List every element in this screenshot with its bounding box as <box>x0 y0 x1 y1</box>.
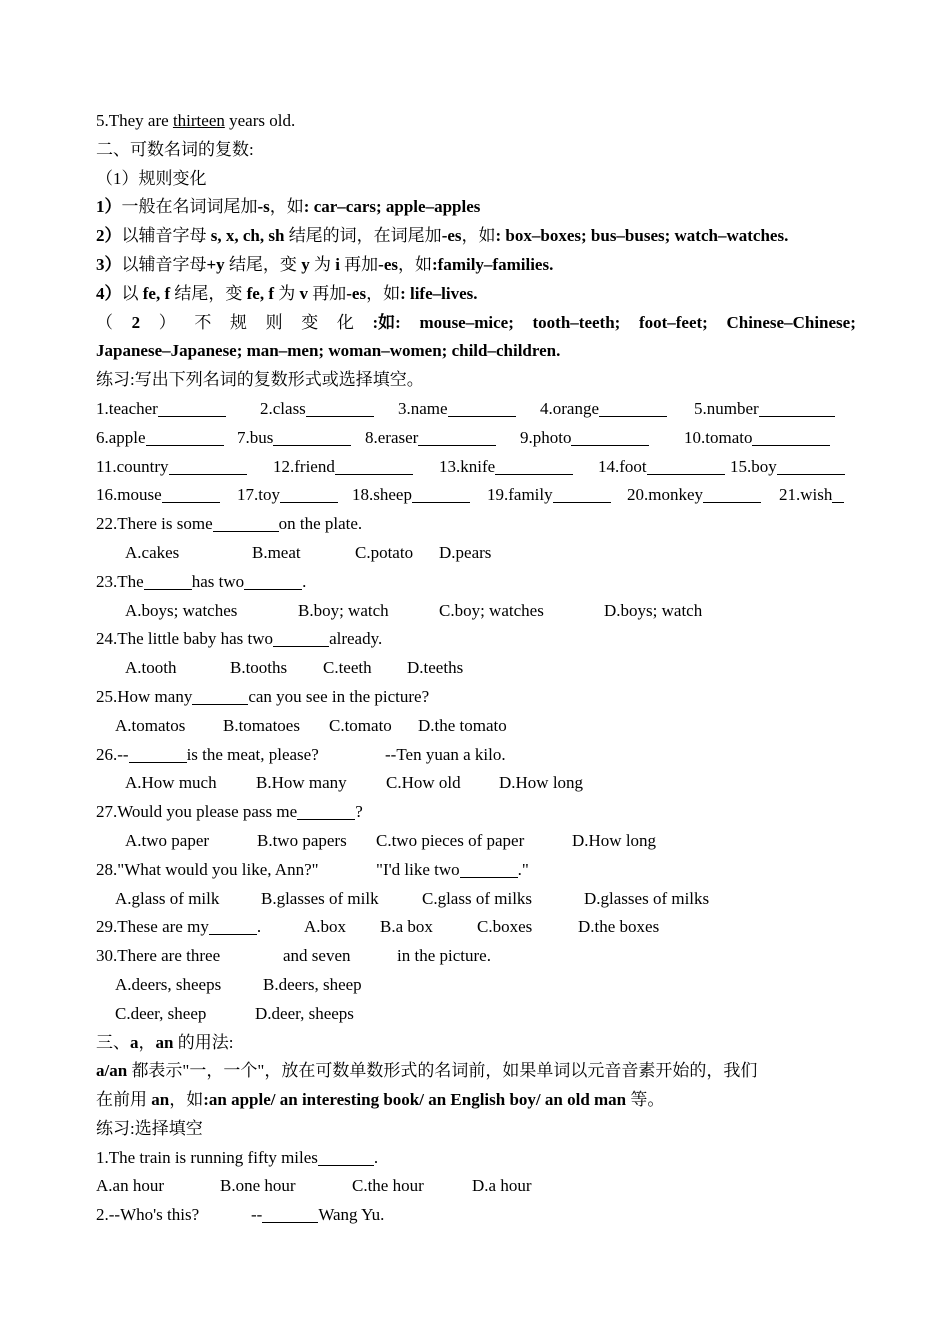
question-text: ? <box>355 802 363 822</box>
rule-text: 结尾，变 <box>170 283 247 303</box>
rule-bold: i <box>335 254 340 274</box>
rule-bold: -es <box>441 226 462 246</box>
option-d[interactable]: D.How long <box>499 773 584 793</box>
noun-item <box>96 481 220 510</box>
question-text: . <box>302 571 307 591</box>
noun-label: 5.number <box>694 398 759 418</box>
noun-label: 13.knife <box>439 456 496 476</box>
option-b[interactable]: B.tooths <box>230 658 288 678</box>
question-24 <box>96 625 856 654</box>
answer-blank[interactable] <box>571 428 649 446</box>
noun-label: 1.teacher <box>96 398 158 418</box>
answer-blank[interactable] <box>703 485 761 503</box>
noun-item <box>96 453 247 482</box>
noun-row-4 <box>96 481 856 510</box>
answer-blank[interactable] <box>460 860 518 878</box>
noun-label: 15.boy <box>730 456 777 476</box>
irregular-example: mouse–mice; <box>419 312 514 332</box>
rule-text: ，如 <box>366 283 401 303</box>
rule-bold: s, x, ch, sh <box>210 226 285 246</box>
option-b[interactable]: B.tomatoes <box>223 715 300 735</box>
rule-text: 为 <box>309 254 336 274</box>
rule-text: 再加 <box>339 254 379 274</box>
irregular-token: 规 <box>230 312 247 332</box>
option-d[interactable]: D.the boxes <box>578 917 660 937</box>
answer-blank[interactable] <box>192 687 248 705</box>
article-question-1 <box>96 1144 856 1173</box>
rule-text: 以辅音字母 <box>121 226 211 246</box>
irregular-token: 变 <box>301 312 319 332</box>
options-24 <box>96 654 856 683</box>
section-2-title: 二、可数名词的复数: <box>96 139 254 159</box>
question-25 <box>96 683 856 712</box>
option-c[interactable]: C.the hour <box>352 1176 424 1196</box>
answer-blank[interactable] <box>169 457 247 475</box>
noun-item <box>779 481 844 510</box>
noun-item <box>598 453 725 482</box>
rule-example: :family–families. <box>432 254 554 274</box>
practice-label: 练习 <box>96 370 130 390</box>
rule-text: 一般在名词词尾加 <box>121 197 258 217</box>
article-options-1 <box>96 1172 856 1201</box>
question-text: can you see in the picture? <box>248 686 430 706</box>
answer-blank[interactable] <box>129 745 187 763</box>
irregular-change-line <box>96 309 856 338</box>
rule-number: 2） <box>96 226 122 246</box>
noun-label: 12.friend <box>273 456 335 476</box>
title-text: 的用法: <box>173 1032 234 1052</box>
option-a[interactable]: A.glass of milk <box>115 888 220 908</box>
question-text: already. <box>329 629 383 649</box>
title-text: 三、 <box>96 1032 130 1052</box>
question-text: in the picture. <box>397 946 491 966</box>
explanation-text: 都表示"一，一个"，放在可数单数形式的名词前，如果单词以元音音素开始的，我们 <box>127 1061 758 1081</box>
article-question-2 <box>96 1201 856 1230</box>
article-explanation-1 <box>96 1057 856 1086</box>
answer-blank[interactable] <box>144 572 192 590</box>
rule-bold: fe, f <box>142 283 171 303</box>
option-b[interactable]: B.How many <box>256 773 347 793</box>
option-d[interactable]: D.deer, sheeps <box>255 1003 354 1023</box>
rule-bold: +y <box>206 254 225 274</box>
answer-blank[interactable] <box>162 485 220 503</box>
irregular-token: （ <box>96 312 113 332</box>
question-text: -- <box>251 1205 263 1225</box>
practice-text: :选择填空 <box>130 1118 203 1138</box>
options-23 <box>96 597 856 626</box>
question-part <box>376 856 529 885</box>
noun-label: 2.class <box>260 398 306 418</box>
rule-bold: fe, f <box>246 283 274 303</box>
worksheet-page <box>96 107 856 1230</box>
answer-blank[interactable] <box>273 428 351 446</box>
option-c[interactable]: C.potato <box>355 542 414 562</box>
rule-bold: -s <box>257 197 270 217</box>
option-a[interactable]: A.deers, sheeps <box>115 974 222 994</box>
explanation-text: 等。 <box>626 1090 665 1110</box>
option-d[interactable]: D.glasses of milks <box>584 888 710 908</box>
noun-item <box>694 395 835 424</box>
irregular-token: 化 <box>336 312 354 332</box>
rule-bold: -es <box>346 283 367 303</box>
noun-label: 9.photo <box>520 427 572 447</box>
answer-blank[interactable] <box>599 399 667 417</box>
question-text: . <box>256 917 262 937</box>
option-a[interactable]: A.tomatos <box>115 715 186 735</box>
rule-number: 3） <box>96 254 122 274</box>
sentence-number: 5. <box>96 111 109 130</box>
answer-blank[interactable] <box>759 399 835 417</box>
noun-item <box>487 481 611 510</box>
question-23 <box>96 568 856 597</box>
option-b[interactable]: B.a box <box>380 917 433 937</box>
title-text: ， <box>138 1032 156 1052</box>
article-explanation-2 <box>96 1086 856 1115</box>
noun-item <box>237 481 338 510</box>
question-26 <box>96 741 856 770</box>
option-c[interactable]: C.deer, sheep <box>115 1003 207 1023</box>
answer-blank[interactable] <box>306 399 374 417</box>
irregular-token: 不 <box>194 312 212 332</box>
irregular-example: foot–feet; <box>638 312 708 332</box>
rule-bold: v <box>299 283 308 303</box>
rule-text: 再加 <box>308 283 347 303</box>
question-22 <box>96 510 856 539</box>
rule-text: ，如 <box>398 254 432 274</box>
answer-blank[interactable] <box>158 399 226 417</box>
noun-label: 21.wish <box>779 485 833 505</box>
rule-bold: y <box>301 254 310 274</box>
question-text: . <box>373 1147 379 1167</box>
option-c[interactable]: C.boy; watches <box>439 600 544 620</box>
answer-blank[interactable] <box>335 457 413 475</box>
answer-blank[interactable] <box>647 457 725 475</box>
rule-example: : car–cars; apple–apples <box>303 197 481 217</box>
question-text: 22.There is some <box>96 514 213 534</box>
underlined-word: thirteen <box>172 111 225 130</box>
explanation-text: ，如 <box>169 1090 204 1110</box>
question-text: on the plate. <box>278 514 363 534</box>
noun-item <box>398 395 516 424</box>
answer-blank[interactable] <box>495 457 573 475</box>
noun-label: 20.monkey <box>627 485 704 505</box>
noun-item <box>260 395 374 424</box>
practice-label: 练习 <box>96 1118 130 1138</box>
practice-instruction-2 <box>96 1115 856 1144</box>
option-a[interactable]: A.How much <box>125 773 217 793</box>
option-d[interactable]: D.teeths <box>407 658 464 678</box>
noun-label: 7.bus <box>237 427 274 447</box>
option-a[interactable]: A.cakes <box>125 542 180 562</box>
explanation-text: 在前用 <box>96 1090 152 1110</box>
option-d[interactable]: D.How long <box>572 830 657 850</box>
rule-text: 为 <box>274 283 300 303</box>
noun-item <box>96 424 224 453</box>
question-text: Wang Yu. <box>318 1205 385 1225</box>
noun-label: 18.sheep <box>352 485 412 505</box>
noun-item <box>96 395 226 424</box>
question-text: and seven <box>283 946 351 966</box>
noun-item <box>540 395 667 424</box>
answer-blank[interactable] <box>209 917 257 935</box>
rule-text: 结尾，变 <box>224 254 302 274</box>
question-29 <box>96 913 856 942</box>
answer-blank[interactable] <box>832 485 844 503</box>
noun-label: 19.family <box>487 485 553 505</box>
answer-blank[interactable] <box>146 428 224 446</box>
options-25 <box>96 712 856 741</box>
title-bold: an <box>155 1032 174 1052</box>
answer-blank[interactable] <box>777 457 845 475</box>
irregular-token: 则 <box>265 312 283 332</box>
rule-number: 4） <box>96 283 122 303</box>
rule-4 <box>96 280 856 309</box>
noun-label: 6.apple <box>96 427 146 447</box>
noun-item <box>273 453 413 482</box>
options-30-row-2 <box>96 1000 856 1029</box>
option-a[interactable]: A.two paper <box>125 830 210 850</box>
noun-label: 10.tomato <box>684 427 753 447</box>
option-b[interactable]: B.boy; watch <box>298 600 389 620</box>
noun-item <box>684 424 830 453</box>
option-c[interactable]: C.two pieces of paper <box>376 830 525 850</box>
question-text: 26.-- <box>96 744 129 764</box>
option-d[interactable]: D.pears <box>439 542 492 562</box>
option-b[interactable]: B.glasses of milk <box>261 888 379 908</box>
irregular-token: ） <box>158 312 176 332</box>
sentence-text-end: years old. <box>224 111 296 130</box>
question-text: has two <box>191 571 245 591</box>
option-c[interactable]: C.boxes <box>477 917 533 937</box>
option-c[interactable]: C.glass of milks <box>422 888 533 908</box>
answer-blank[interactable] <box>244 572 302 590</box>
noun-item <box>237 424 351 453</box>
noun-item <box>365 424 496 453</box>
rule-text: 以 <box>121 283 143 303</box>
rule-number: 1） <box>96 197 122 217</box>
sentence-text: They are <box>108 111 173 130</box>
answer-blank[interactable] <box>318 1148 374 1166</box>
answer-blank[interactable] <box>273 629 329 647</box>
question-30 <box>96 942 856 971</box>
answer-blank[interactable] <box>297 802 355 820</box>
option-a[interactable]: A.an hour <box>96 1176 164 1196</box>
title-bold: a <box>130 1032 139 1052</box>
options-27 <box>96 827 856 856</box>
option-c[interactable]: C.tomato <box>329 715 392 735</box>
noun-item <box>520 424 649 453</box>
option-a[interactable]: A.box <box>304 917 347 937</box>
option-b[interactable]: B.two papers <box>257 830 347 850</box>
question-text: 24.The little baby has two <box>96 629 274 649</box>
noun-label: 4.orange <box>540 398 600 418</box>
question-text: 23.The <box>96 571 144 591</box>
noun-label: 11.country <box>96 456 169 476</box>
rule-text: ，如 <box>269 197 304 217</box>
answer-blank[interactable] <box>412 485 470 503</box>
answer-blank[interactable] <box>448 399 516 417</box>
noun-item <box>439 453 573 482</box>
option-d[interactable]: D.the tomato <box>418 715 507 735</box>
rule-text: 结尾的词，在词尾加 <box>284 226 442 246</box>
rule-text: 以辅音字母 <box>121 254 207 274</box>
practice-text: :写出下列名词的复数形式或选择填空。 <box>130 370 424 390</box>
irregular-example: tooth–teeth; <box>532 312 621 332</box>
explanation-bold: a/an <box>96 1061 128 1081</box>
option-c[interactable]: C.teeth <box>323 658 372 678</box>
answer-blank[interactable] <box>213 514 279 532</box>
noun-item <box>730 453 845 482</box>
question-answer-text: --Ten yuan a kilo. <box>385 744 506 764</box>
question-28 <box>96 856 856 885</box>
option-d[interactable]: D.boys; watch <box>604 600 703 620</box>
irregular-token: 2 <box>131 312 141 332</box>
options-26 <box>96 769 856 798</box>
practice-instruction <box>96 366 856 395</box>
question-text: 28."What would you like, Ann?" <box>96 859 319 879</box>
rule-example: : life–lives. <box>400 283 478 303</box>
irregular-token: :如: <box>372 312 401 332</box>
intro-sentence <box>96 107 856 136</box>
noun-label: 3.name <box>398 398 448 418</box>
question-27 <box>96 798 856 827</box>
option-b[interactable]: B.one hour <box>220 1176 296 1196</box>
option-d[interactable]: D.a hour <box>472 1176 532 1196</box>
rule-2 <box>96 222 856 251</box>
option-a[interactable]: A.boys; watches <box>125 600 238 620</box>
question-text: "I'd like two <box>376 859 460 879</box>
options-30-row-1 <box>96 971 856 1000</box>
question-text: is the meat, please? <box>186 744 319 764</box>
noun-label: 8.eraser <box>365 427 419 447</box>
noun-label: 17.toy <box>237 485 280 505</box>
question-text: 2.--Who's this? <box>96 1205 200 1225</box>
question-text: 1.The train is running fifty miles <box>96 1147 318 1167</box>
noun-item <box>627 481 761 510</box>
rule-3 <box>96 251 856 280</box>
rule-example: : box–boxes; bus–buses; watch–watches. <box>495 226 789 246</box>
rule-1 <box>96 193 856 222</box>
rule-text: ，如 <box>461 226 496 246</box>
question-text: 25.How many <box>96 686 193 706</box>
explanation-bold: an <box>151 1090 170 1110</box>
explanation-example: :an apple/ an interesting book/ an English boy/ an old man <box>203 1090 627 1110</box>
question-text: ." <box>517 859 529 879</box>
noun-row-3 <box>96 453 856 482</box>
question-text: 27.Would you please pass me <box>96 802 298 822</box>
answer-blank[interactable] <box>752 428 830 446</box>
option-b[interactable]: B.deers, sheep <box>263 974 362 994</box>
options-28 <box>96 885 856 914</box>
answer-blank[interactable] <box>280 485 338 503</box>
question-part <box>251 1201 384 1230</box>
noun-label: 14.foot <box>598 456 647 476</box>
noun-item <box>352 481 470 510</box>
option-c[interactable]: C.How old <box>386 773 461 793</box>
regular-change-heading: （1）规则变化 <box>96 168 207 188</box>
rule-bold: -es <box>378 254 398 274</box>
question-text: 30.There are three <box>96 946 221 966</box>
irregular-example: Chinese–Chinese; <box>726 312 856 332</box>
question-text: 29.These are my <box>96 917 209 937</box>
option-a[interactable]: A.tooth <box>125 658 177 678</box>
noun-row-2 <box>96 424 856 453</box>
section-3-title <box>96 1029 856 1058</box>
answer-blank[interactable] <box>553 485 611 503</box>
answer-blank[interactable] <box>418 428 496 446</box>
option-b[interactable]: B.meat <box>252 542 301 562</box>
irregular-change-line-2: Japanese–Japanese; man–men; woman–women; child–children. <box>96 341 561 361</box>
noun-row-1 <box>96 395 856 424</box>
answer-blank[interactable] <box>262 1205 318 1223</box>
options-22 <box>96 539 856 568</box>
noun-label: 16.mouse <box>96 485 162 505</box>
